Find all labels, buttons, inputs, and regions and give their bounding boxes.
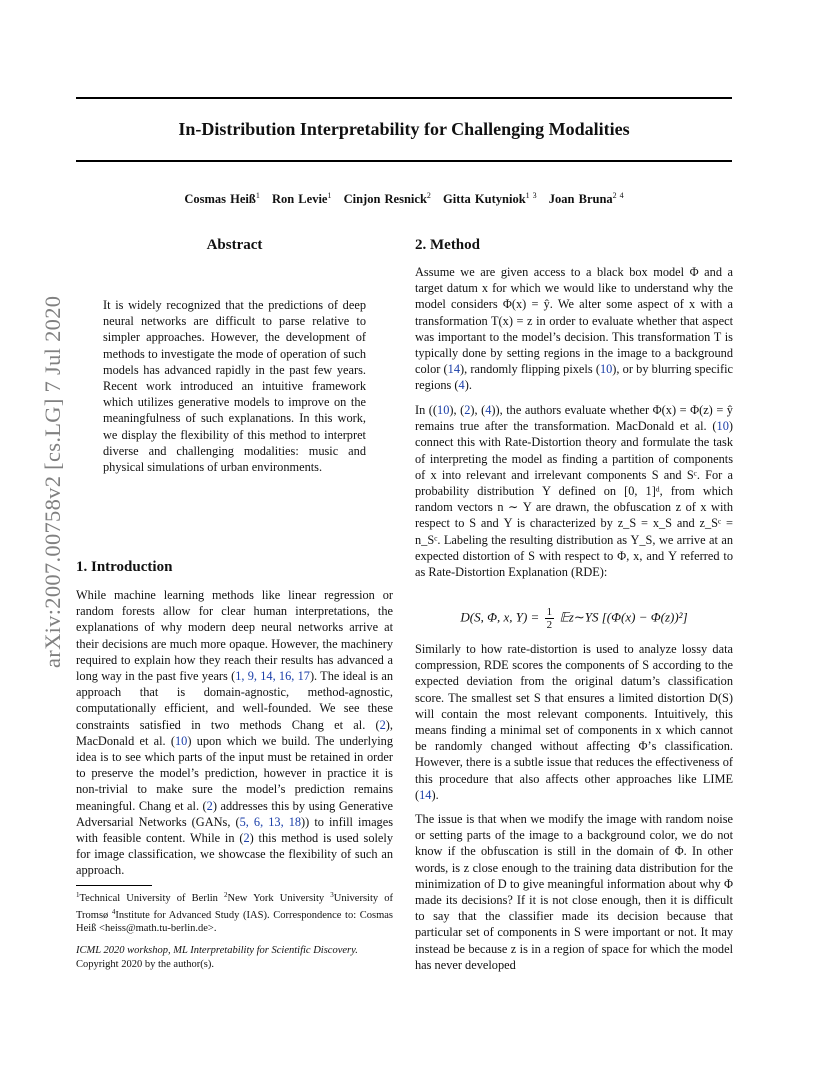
text-run: ) this method is used solely for image classification, we showcase the flexibility of such an approach. [76,831,393,878]
text-run: ) upon which we build. The underlying idea is to see which parts of the input must be retained in order to preserve the model’s prediction, however in practice it is non-trivial to make sure the model’s prediction remains meaningful. Chang et al. ( [76,733,394,813]
equation-fraction [545,606,555,631]
affiliation: Technical University of Berlin [79,893,225,904]
citation-link[interactable]: 2 [206,798,213,813]
title-bottom-rule [76,160,732,162]
method-heading: 2. Method [415,237,480,253]
citation-link[interactable]: 2 [243,831,250,846]
affiliation: New York University [227,893,331,904]
citation-link[interactable]: 14 [419,787,432,802]
author-name: Cosmas Heiß [184,192,256,206]
intro-paragraph [76,587,393,879]
rde-equation [415,606,733,631]
abstract-heading: Abstract [206,237,263,253]
author [549,192,624,206]
author-affiliation-mark: 1 [255,191,260,200]
text-run: )) to infill images with feasible content. While in ( [76,814,393,846]
paper-title: In-Distribution Interpretability for Challenging Modalities [178,119,630,139]
affiliation: University of Tromsø [76,893,393,921]
citation-link[interactable]: 10 [599,362,613,377]
citation-link[interactable]: 14 [447,362,461,377]
citation-link[interactable]: 4 [485,403,492,417]
citation-link[interactable]: 2 [379,717,386,732]
affiliations-footnote [76,889,393,936]
method-paragraph-2 [415,402,733,580]
footnote-mark: 4 [111,907,116,916]
text-run: ). [464,378,472,393]
top-rule [76,97,732,99]
text-run: In (( [415,403,438,417]
text-run: ), ( [470,403,486,417]
venue-note [76,944,393,972]
equation-rhs: 𝔼z∼ΥS [(Φ(x) − Φ(z))²] [559,609,688,625]
footnote-mark: 2 [224,891,228,899]
author-name: Gitta Kutyniok [443,192,526,206]
citation-link[interactable]: 1, 9, 14, 16, 17 [235,669,310,684]
author [272,192,332,206]
footnote-rule [76,885,152,886]
arxiv-side-stamp: arXiv:2007.00758v2 [cs.LG] 7 Jul 2020 [40,295,65,668]
venue-line: ICML 2020 workshop, ML Interpretability for Scientific Discovery. [76,945,358,956]
footnote-mark: 1 [76,891,80,899]
citation-link[interactable]: 10 [437,403,450,417]
author-affiliation-mark: 1 [327,191,332,200]
equation-lhs: D(S, Φ, x, Υ) = [460,609,540,625]
affiliation: Institute for Advanced Study (IAS). Correspondence to: Cosmas Heiß <heiss@math.tu-berlin.de>. [76,909,394,934]
method-paragraph-3 [415,641,733,803]
abstract-text: It is widely recognized that the predictions of deep neural networks are difficult to parse relative to simpler approaches. However, the development of methods to investigate the mode of operation of such models has advanced rapidly in the past few years. Recent work introduced an intuitive framework which utilizes generative models to improve on the meaningfulness of such explanations. In this work, we display the flexibility of this method to interpret diverse and challenging modalities: music and physical simulations of urban environments. [103,298,366,475]
author-affiliation-mark: 1 3 [525,191,537,200]
copyright-line: Copyright 2020 by the author(s). [76,959,214,970]
author [443,192,537,206]
text-run: )), the authors evaluate whether Φ(x) = Φ(z) = ŷ remains true after the transformation. MacDonald et al. ( [415,403,733,434]
author-name: Joan Bruna [548,192,613,206]
text-run: ), randomly flipping pixels ( [460,362,600,377]
text-run: While machine learning methods like linear regression or random forests allow for clear human interpretations, the explanations of why modern deep neural networks arrive at their decisions are much more opaque. However, the machinery required to explain how they reach their results has advanced a long way in the past five years ( [76,588,393,684]
author-name: Cinjon Resnick [343,192,427,206]
citation-link[interactable]: 10 [175,733,188,748]
citation-link[interactable]: 5, 6, 13, 18 [239,814,302,829]
citation-link[interactable]: 4 [458,378,465,393]
author-affiliation-mark: 2 [426,191,431,200]
text-run: Assume we are given access to a black box model Φ and a target datum x for which we would like to understand why the model considers Φ(x) = ŷ. We alter some aspect of x with a transformation T(x) = z in order to evaluate whether that aspect was important to the model’s decision. This transformation T is typically done by setting regions in the image to a background color ( [415,265,733,377]
citation-link[interactable]: 10 [716,419,729,434]
author [184,192,260,206]
method-paragraph-1 [415,264,733,394]
text-run: ). [431,787,439,802]
text-run: ), ( [449,403,465,417]
intro-heading: 1. Introduction [76,559,173,575]
citation-link[interactable]: 2 [464,403,471,417]
author-list [76,191,732,207]
text-run: ), or by blurring specific regions ( [415,362,734,393]
author [344,192,431,206]
text-run: ), MacDonald et al. ( [76,717,393,748]
text-run: ). The ideal is an approach that is domain-agnostic, method-agnostic, computationally efficient, and well-founded. We see these constraints satisfied in two methods Chang et al. ( [76,669,393,732]
footnote-mark: 3 [330,891,334,899]
text-run: Similarly to how rate-distortion is used to analyze lossy data compression, RDE scores the components of S according to the expected deviation from the original datum’s classification score. The smallest set S that ensures a limited distortion D(S) will contain the most relevant components. Intuitively, this means finding a minimal set of components in x which cannot be randomly changed without affecting Φ’s classification. However, there is a subtle issue that reduces the effectiveness of this procedure that also affects other approaches like LIME ( [415,642,733,802]
text-run: ) connect this with Rate-Distortion theory and formulate the task of interpreting the model as finding a partition of components of x into relevant and irrelevant components S and Sᶜ. For a probability distribution Υ defined on [0, 1]ᵈ, from which random vectors n ∼ Υ are drawn, the obfuscation z of x with respect to S and Υ is characterized by z_S = x_S and z_Sᶜ = n_Sᶜ. Labeling the resulting distribution as Υ_S, we arrive at an expected distortion of S with respect to Φ, x, and Υ referred to as Rate-Distortion Explanation (RDE): [415,419,733,580]
text-run: ) addresses this by using Generative Adversarial Networks (GANs, ( [76,798,393,829]
author-name: Ron Levie [271,192,328,206]
author-affiliation-mark: 2 4 [612,191,624,200]
fraction-numerator: 1 [546,606,553,618]
method-paragraph-4: The issue is that when we modify the image with random noise or setting parts of the image to a background color, we do not know if the obfuscation is still in the domain of Φ. In other words, is z close enough to the training data distribution for the minimization of D to give meaningful information about why Φ made its decisions? If it is not close enough, then it is difficult to say that the classifier made its decision because that particular set of components in S were important or not. It may instead be because z is in a region of space for which the model has never developed [415,812,733,972]
fraction-denominator: 2 [546,619,553,631]
